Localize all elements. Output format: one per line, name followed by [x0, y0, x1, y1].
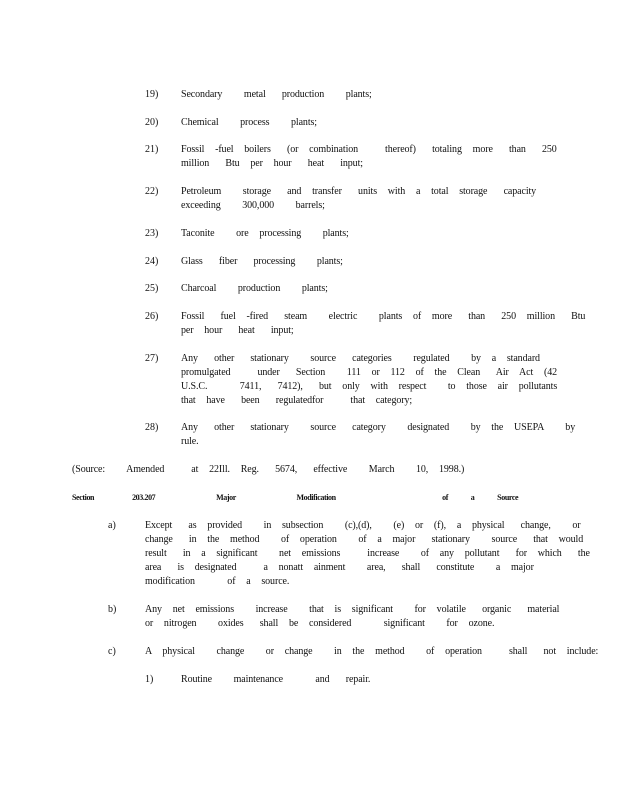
list-item-text: Chemical process plants; [181, 117, 317, 128]
list-item-text: per hour heat input; [181, 325, 294, 336]
subsection-text: change in the method of operation of a major stationary source that would [145, 534, 584, 545]
list-item-text: U.S.C. 7411, 7412), but only with respect to those air pollutants [181, 381, 558, 392]
list-item-text: million Btu per hour heat input; [181, 158, 363, 169]
list-item-number: 28) [145, 422, 159, 433]
sub-item-text: Routine maintenance and repair. [181, 674, 371, 685]
sub-item-number: 1) [145, 674, 154, 685]
list-item-text: promulgated under Section 111 or 112 of the Clean Air Act (42 [181, 367, 557, 378]
list-item-text: Charcoal production plants; [181, 283, 328, 294]
list-item-number: 20) [145, 117, 159, 128]
list-item-number: 25) [145, 283, 159, 294]
subsection-label: a) [108, 520, 116, 531]
list-item-text: Fossil -fuel boilers (or combination thereof) totaling more than 250 [181, 144, 557, 155]
subsection-text: Any net emissions increase that is significant for volatile organic material [145, 604, 560, 615]
list-item-text: Secondary metal production plants; [181, 89, 372, 100]
list-item-number: 26) [145, 311, 159, 322]
list-item-text: Petroleum storage and transfer units with a total storage capacity [181, 186, 537, 197]
list-item-text: rule. [181, 436, 199, 447]
list-item-text: Any other stationary source categories regulated by a standard [181, 353, 540, 364]
subsection-text: modification of a source. [145, 576, 290, 587]
list-item-number: 27) [145, 353, 159, 364]
list-item-number: 21) [145, 144, 159, 155]
list-item-text: exceeding 300,000 barrels; [181, 200, 325, 211]
list-item-text: that have been regulatedfor that category; [181, 395, 413, 406]
subsection-text: result in a significant net emissions increase of any pollutant for which the [145, 548, 590, 559]
source-note: (Source: Amended at 22Ill. Reg. 5674, effective March 10, 1998.) [72, 464, 465, 475]
subsection-label: c) [108, 646, 116, 657]
subsection-text: area is designated a nonatt ainment area, shall constitute a major [145, 562, 534, 573]
list-item-number: 22) [145, 186, 159, 197]
subsection-label: b) [108, 604, 117, 615]
list-item-number: 24) [145, 256, 159, 267]
list-item-text: Glass fiber processing plants; [181, 256, 343, 267]
list-item-number: 23) [145, 228, 159, 239]
list-item-text: Any other stationary source category designated by the USEPA by [181, 422, 576, 433]
list-item-text: Taconite ore processing plants; [181, 228, 349, 239]
subsection-text: Except as provided in subsection (c),(d), (e) or (f), a physical change, or [145, 520, 581, 531]
list-item-number: 19) [145, 89, 159, 100]
list-item-text: Fossil fuel -fired steam electric plants of more than 250 million Btu [181, 311, 586, 322]
subsection-text: or nitrogen oxides shall be considered significant for ozone. [145, 618, 495, 629]
section-heading: Section 203.207 Major Modification of a Source [72, 493, 519, 502]
subsection-text: A physical change or change in the method of operation shall not include: [145, 646, 599, 657]
